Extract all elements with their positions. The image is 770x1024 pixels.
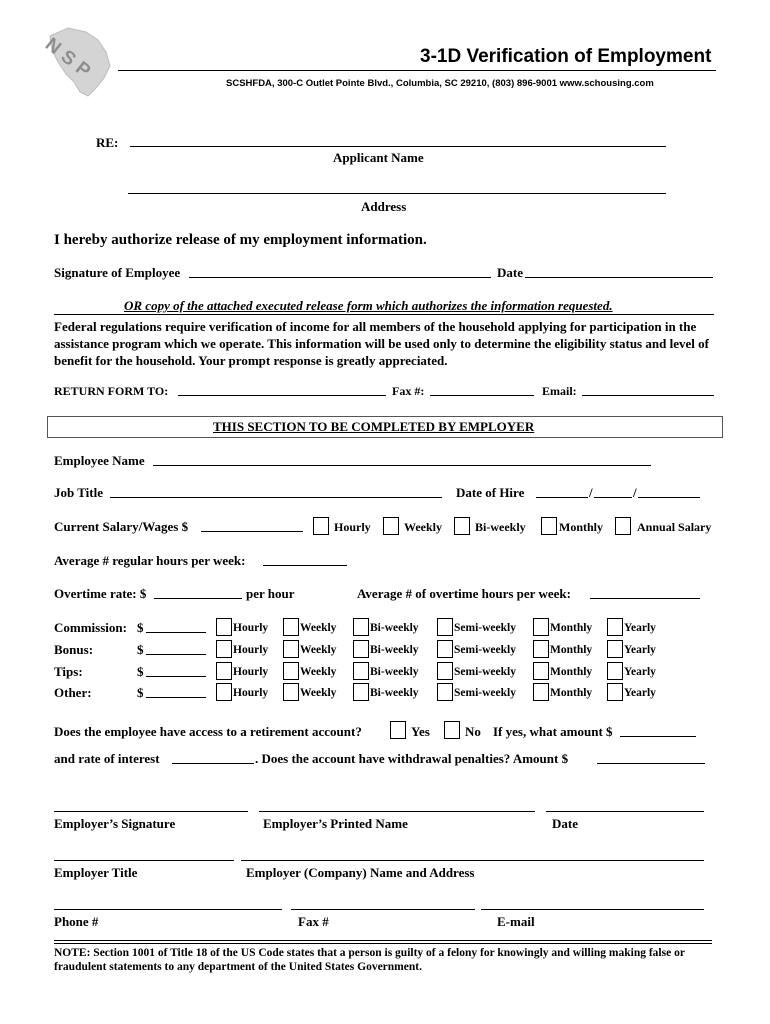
logo	[41, 22, 116, 102]
pay-option-label: Semi-weekly	[454, 666, 516, 678]
bonus-amount-field[interactable]	[146, 654, 206, 655]
pay-option-checkbox[interactable]	[533, 662, 549, 680]
job-title-field[interactable]	[110, 497, 442, 498]
employer-phone-field[interactable]	[54, 909, 282, 910]
or-copy-note: OR copy of the attached executed release form which authorizes the information requested.	[124, 298, 613, 313]
pay-option-checkbox[interactable]	[437, 640, 453, 658]
salary-option-label: Annual Salary	[637, 520, 712, 534]
pay-option-checkbox[interactable]	[607, 640, 623, 658]
retirement-yes-label: Yes	[411, 724, 430, 739]
retirement-question: Does the employee have access to a retirement account?	[54, 724, 362, 739]
note-double-rule	[54, 940, 712, 944]
hire-day-field[interactable]	[594, 497, 632, 498]
pay-option-checkbox[interactable]	[216, 618, 232, 636]
per-hour-label: per hour	[246, 586, 295, 601]
tips-amount-field[interactable]	[146, 676, 206, 677]
pay-option-checkbox[interactable]	[437, 683, 453, 701]
employer-date-label: Date	[552, 816, 578, 831]
hire-year-field[interactable]	[638, 497, 700, 498]
pay-option-checkbox[interactable]	[607, 618, 623, 636]
page-title: 3-1D Verification of Employment	[420, 46, 712, 67]
employer-date-field[interactable]	[546, 811, 704, 812]
authorization-statement: I hereby authorize release of my employment information.	[54, 232, 427, 248]
pay-option-checkbox[interactable]	[533, 618, 549, 636]
pay-row-label: Bonus:	[54, 642, 94, 657]
employer-printed-name-field[interactable]	[259, 811, 535, 812]
retirement-yes-checkbox[interactable]	[390, 721, 406, 739]
pay-option-label: Monthly	[550, 666, 593, 678]
phone-label: Phone #	[54, 914, 99, 929]
salary-weekly-checkbox[interactable]	[383, 517, 399, 535]
date-of-hire-label: Date of Hire	[456, 485, 525, 500]
salary-option-label: Weekly	[404, 520, 442, 534]
legal-note: NOTE: Section 1001 of Title 18 of the US Code states that a person is guilty of a felony for knowingly and willing making false or fraudulent statements to any department of the United States Government.	[54, 947, 685, 973]
pay-option-checkbox[interactable]	[353, 640, 369, 658]
applicant-address-field[interactable]	[128, 193, 666, 194]
pay-option-checkbox[interactable]	[353, 618, 369, 636]
pay-option-label: Hourly	[233, 644, 269, 656]
pay-option-label: Semi-weekly	[454, 687, 516, 699]
return-to-field[interactable]	[178, 395, 386, 396]
pay-option-label: Bi-weekly	[370, 622, 419, 634]
pay-option-label: Weekly	[300, 644, 337, 656]
salary-hourly-checkbox[interactable]	[313, 517, 329, 535]
return-fax-label: Fax #:	[392, 384, 425, 398]
pay-option-checkbox[interactable]	[283, 662, 299, 680]
withdrawal-penalty-field[interactable]	[597, 763, 705, 764]
employer-signature-field[interactable]	[54, 811, 248, 812]
return-email-label: Email:	[542, 384, 577, 398]
pay-option-checkbox[interactable]	[283, 640, 299, 658]
other-amount-field[interactable]	[146, 697, 206, 698]
pay-option-label: Yearly	[624, 687, 656, 699]
pay-option-checkbox[interactable]	[437, 662, 453, 680]
applicant-name-field[interactable]	[130, 146, 666, 147]
pay-option-checkbox[interactable]	[283, 683, 299, 701]
hire-date-slash: /	[633, 485, 637, 500]
avg-regular-hours-label: Average # regular hours per week:	[54, 553, 246, 568]
rate-of-interest-field[interactable]	[172, 763, 254, 764]
agency-address: SCSHFDA, 300-C Outlet Pointe Blvd., Columbia, SC 29210, (803) 896-9001 www.schousing.com	[226, 78, 654, 89]
withdrawal-penalty-label: . Does the account have withdrawal penalties? Amount $	[255, 751, 569, 766]
job-title-label: Job Title	[54, 485, 104, 500]
pay-option-label: Yearly	[624, 666, 656, 678]
pay-option-checkbox[interactable]	[607, 683, 623, 701]
employer-email-field[interactable]	[481, 909, 704, 910]
company-name-address-label: Employer (Company) Name and Address	[246, 865, 475, 880]
salary-option-label: Monthly	[559, 520, 604, 534]
employer-title-label: Employer Title	[54, 865, 138, 880]
pay-option-checkbox[interactable]	[437, 618, 453, 636]
avg-overtime-hours-label: Average # of overtime hours per week:	[357, 586, 571, 601]
pay-option-label: Yearly	[624, 644, 656, 656]
current-salary-label: Current Salary/Wages $	[54, 519, 189, 534]
header-rule	[118, 70, 716, 71]
applicant-name-caption: Applicant Name	[333, 150, 424, 165]
pay-option-label: Monthly	[550, 687, 593, 699]
pay-option-checkbox[interactable]	[283, 618, 299, 636]
pay-row-label: Tips:	[54, 664, 83, 679]
avg-overtime-hours-field[interactable]	[590, 598, 700, 599]
company-name-address-field[interactable]	[241, 860, 704, 861]
retirement-no-label: No	[465, 724, 481, 739]
address-caption: Address	[361, 199, 407, 214]
employer-title-field[interactable]	[54, 860, 234, 861]
pay-option-label: Hourly	[233, 687, 269, 699]
employee-signature-field[interactable]	[189, 277, 491, 278]
pay-option-label: Semi-weekly	[454, 622, 516, 634]
pay-option-checkbox[interactable]	[533, 640, 549, 658]
pay-row-dollar: $	[137, 685, 144, 700]
pay-option-label: Bi-weekly	[370, 644, 419, 656]
section-rule	[54, 314, 714, 315]
email-label: E-mail	[497, 914, 535, 929]
overtime-rate-label: Overtime rate: $	[54, 586, 147, 601]
return-email-field[interactable]	[582, 395, 714, 396]
retirement-amount-label: If yes, what amount $	[493, 724, 613, 739]
overtime-rate-field[interactable]	[154, 598, 242, 599]
salary-option-label: Bi-weekly	[475, 520, 526, 534]
retirement-no-checkbox[interactable]	[444, 721, 460, 739]
pay-option-checkbox[interactable]	[353, 683, 369, 701]
signature-of-employee-label: Signature of Employee	[54, 265, 181, 280]
pay-option-label: Monthly	[550, 644, 593, 656]
avg-regular-hours-field[interactable]	[263, 565, 347, 566]
pay-option-label: Weekly	[300, 666, 337, 678]
commission-amount-field[interactable]	[146, 632, 206, 633]
pay-option-label: Bi-weekly	[370, 666, 419, 678]
employer-signature-label: Employer’s Signature	[54, 816, 176, 831]
employee-name-field[interactable]	[153, 465, 651, 466]
pay-option-checkbox[interactable]	[533, 683, 549, 701]
pay-option-label: Semi-weekly	[454, 644, 516, 656]
return-fax-field[interactable]	[430, 395, 534, 396]
pay-row-label: Other:	[54, 685, 92, 700]
current-salary-field[interactable]	[201, 531, 303, 532]
hire-date-slash: /	[589, 485, 593, 500]
re-label: RE:	[96, 135, 119, 150]
salary-monthly-checkbox[interactable]	[541, 517, 557, 535]
regulation-paragraph: Federal regulations require verification of income for all members of the household applying for participation in the assistance program which we operate. This information will be used only to determine the eligibility status and level of benefit for the household. Your prompt response is greatly appreciated.	[54, 319, 709, 368]
pay-option-label: Hourly	[233, 622, 269, 634]
salary-option-label: Hourly	[334, 520, 371, 534]
pay-option-checkbox[interactable]	[607, 662, 623, 680]
pay-row-label: Commission:	[54, 620, 127, 635]
pay-option-label: Monthly	[550, 622, 593, 634]
pay-option-label: Weekly	[300, 622, 337, 634]
retirement-amount-field[interactable]	[620, 736, 696, 737]
pay-option-checkbox[interactable]	[216, 640, 232, 658]
pay-option-label: Yearly	[624, 622, 656, 634]
employer-section-title: THIS SECTION TO BE COMPLETED BY EMPLOYER	[213, 419, 535, 434]
rate-of-interest-label: and rate of interest	[54, 751, 160, 766]
logo-letters: NSP	[41, 34, 99, 86]
fax-label: Fax #	[298, 914, 329, 929]
pay-option-checkbox[interactable]	[353, 662, 369, 680]
return-form-label: RETURN FORM TO:	[54, 384, 169, 398]
pay-row-dollar: $	[137, 620, 144, 635]
pay-row-dollar: $	[137, 642, 144, 657]
pay-option-checkbox[interactable]	[216, 683, 232, 701]
pay-option-label: Weekly	[300, 687, 337, 699]
pay-option-label: Bi-weekly	[370, 687, 419, 699]
pay-option-label: Hourly	[233, 666, 269, 678]
employer-printed-name-label: Employer’s Printed Name	[263, 816, 408, 831]
salary-biweekly-checkbox[interactable]	[454, 517, 470, 535]
pay-option-checkbox[interactable]	[216, 662, 232, 680]
salary-annual-checkbox[interactable]	[615, 517, 631, 535]
pay-row-dollar: $	[137, 664, 144, 679]
employee-date-label: Date	[497, 265, 523, 280]
employee-name-label: Employee Name	[54, 453, 145, 468]
employer-fax-field[interactable]	[291, 909, 475, 910]
employee-date-field[interactable]	[525, 277, 713, 278]
hire-month-field[interactable]	[536, 497, 588, 498]
